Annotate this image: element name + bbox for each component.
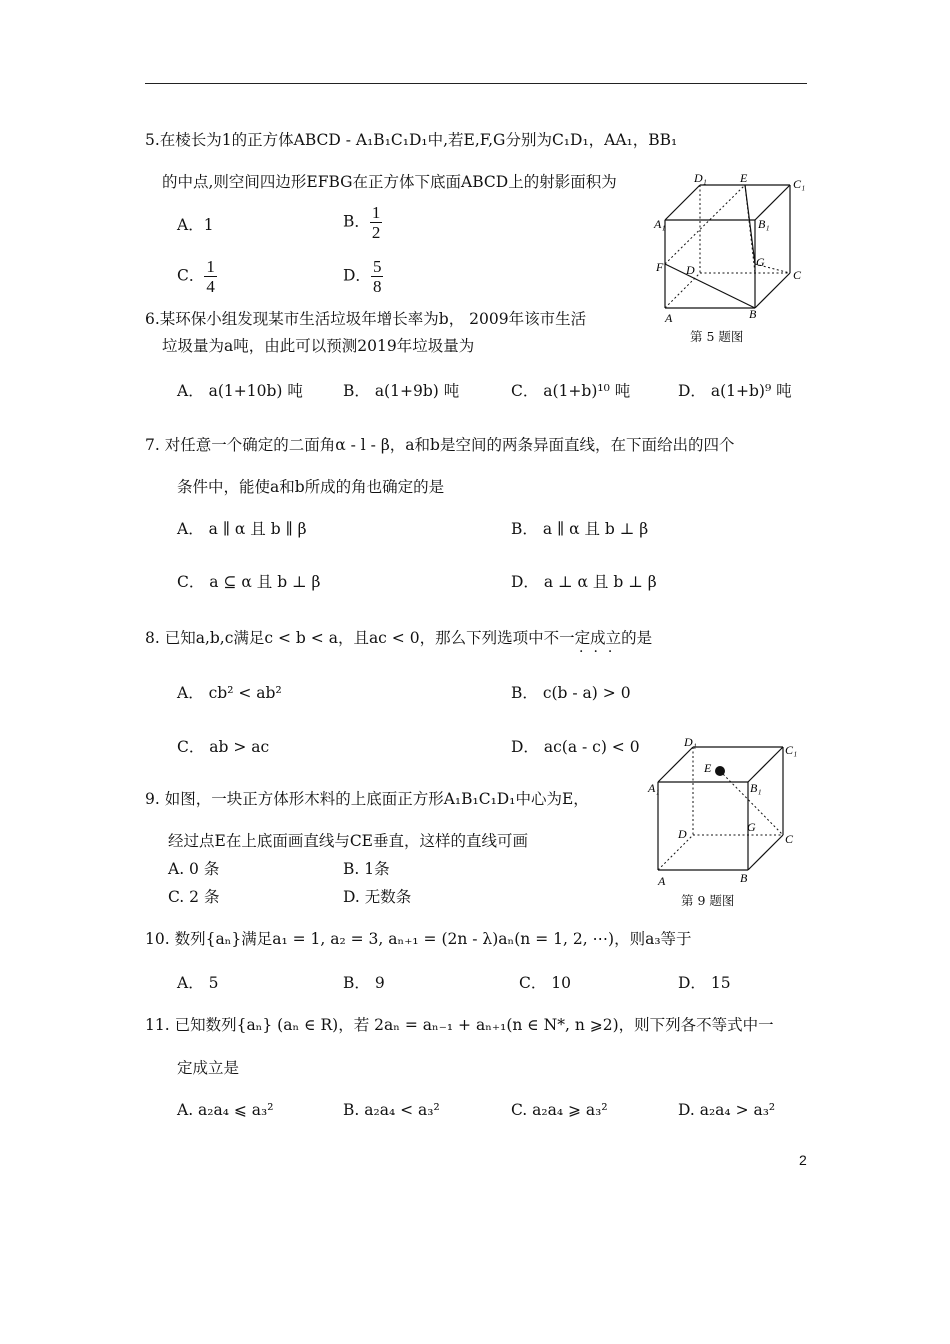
q11-option-c: C. a₂a₄ ⩾ a₃²	[511, 1101, 608, 1119]
q10-option-a: A． 5	[177, 974, 219, 992]
q5-label-e: E	[740, 171, 748, 185]
q8-option-b: B． c(b - a) > 0	[511, 684, 631, 702]
q5-figure-caption: 第 5 题图	[690, 329, 744, 344]
q5-label-f: F	[656, 260, 664, 274]
q8-stem: 8. 已知a,b,c满足c < b < a，且ac < 0，那么下列选项中不一定成立的是	[145, 629, 653, 647]
q9-label-c: C	[785, 832, 794, 846]
q5-option-d: D． $\frac{5}{8}$	[343, 257, 382, 296]
q9-figure-caption: 第 9 题图	[681, 893, 735, 908]
q6-option-b: B． a(1+9b) 吨	[343, 382, 460, 400]
q5-label-c1: C₁	[793, 177, 806, 191]
header-rule	[145, 83, 807, 84]
q5-label-g: G	[756, 255, 765, 269]
q7-option-c: C． a ⊆ α 且 b ⊥ β	[177, 573, 321, 591]
q5-stem-line2: 的中点,则空间四边形EFBG在正方体下底面ABCD上的射影面积为	[162, 173, 617, 191]
q6-stem-line2: 垃圾量为a吨，由此可以预测2019年垃圾量为	[162, 337, 475, 355]
q7-stem-line2: 条件中，能使a和b所成的角也确定的是	[177, 478, 445, 496]
q9-label-b1: B₁	[750, 781, 762, 795]
q6-stem-line1: 6.某环保小组发现某市生活垃圾年增长率为b， 2009年该市生活	[145, 310, 587, 328]
q10-option-c: C． 10	[519, 974, 572, 992]
page-number: 2	[799, 1152, 807, 1168]
q5-option-a: A．1	[177, 216, 214, 234]
q9-point-e	[715, 766, 725, 776]
q6-option-a: A． a(1+10b) 吨	[177, 382, 303, 400]
q10-option-b: B． 9	[343, 974, 385, 992]
q10-option-d: D． 15	[678, 974, 731, 992]
q11-stem-line1: 11. 已知数列{aₙ} (aₙ ∈ R)，若 2aₙ = aₙ₋₁ + aₙ₊₁(n ∈ N*, n ⩾2)，则下列各不等式中一	[145, 1016, 774, 1034]
q11-option-d: D. a₂a₄ > a₃²	[678, 1101, 776, 1119]
q11-stem-line2: 定成立是	[177, 1059, 240, 1077]
q5-label-d1: D₁	[694, 171, 707, 185]
q8-option-d: D． ac(a - c) < 0	[511, 738, 640, 756]
q5-label-a: A	[665, 311, 673, 325]
q9-label-d: D	[678, 827, 687, 841]
q5-label-a1: A₁	[654, 217, 666, 231]
q9-option-a: A. 0 条	[168, 860, 220, 878]
q10-stem: 10. 数列{aₙ}满足a₁ = 1, a₂ = 3, aₙ₊₁ = (2n - λ)aₙ(n = 1, 2, ⋯)，则a₃等于	[145, 930, 692, 948]
q5-label-c: C	[793, 268, 802, 282]
q11-option-b: B. a₂a₄ < a₃²	[343, 1101, 440, 1119]
q5-label-d: D	[686, 263, 695, 277]
q5-label-b1: B₁	[758, 217, 770, 231]
q8-emphasis-dots: ···	[579, 644, 623, 660]
q8-option-a: A． cb² < ab²	[177, 684, 282, 702]
q9-cube-figure	[640, 732, 820, 892]
q6-option-c: C． a(1+b)¹⁰ 吨	[511, 382, 631, 400]
q9-label-e: E	[704, 761, 712, 775]
q7-option-b: B． a ∥ α 且 b ⊥ β	[511, 520, 649, 538]
q7-option-a: A． a ∥ α 且 b ∥ β	[177, 520, 307, 538]
q8-option-c: C． ab > ac	[177, 738, 270, 756]
q9-option-c: C. 2 条	[168, 888, 220, 906]
q9-label-b: B	[740, 871, 748, 885]
q7-stem-line1: 7. 对任意一个确定的二面角α - l - β，a和b是空间的两条异面直线，在下面给出的四个	[145, 436, 735, 454]
q9-label-a1: A₁	[648, 781, 660, 795]
q9-option-d: D. 无数条	[343, 888, 412, 906]
q9-stem-line2: 经过点E在上底面画直线与CE垂直，这样的直线可画	[168, 832, 528, 850]
q9-option-b: B. 1条	[343, 860, 390, 878]
q9-label-c1: C₁	[785, 743, 798, 757]
q5-label-b: B	[749, 307, 757, 321]
q5-option-b: B． $\frac{1}{2}$	[343, 203, 381, 242]
q6-option-d: D． a(1+b)⁹ 吨	[678, 382, 792, 400]
q9-label-g: G	[747, 820, 756, 834]
q9-label-a: A	[658, 874, 666, 888]
q5-cube-figure	[640, 168, 820, 328]
q11-option-a: A. a₂a₄ ⩽ a₃²	[177, 1101, 274, 1119]
q7-option-d: D． a ⊥ α 且 b ⊥ β	[511, 573, 657, 591]
q9-stem-line1: 9. 如图，一块正方体形木料的上底面正方形A₁B₁C₁D₁中心为E，	[145, 790, 589, 808]
q9-label-d1: D₁	[684, 735, 697, 749]
q5-stem-line1: 5.在棱长为1的正方体ABCD - A₁B₁C₁D₁中,若E,F,G分别为C₁D₁，AA₁，BB₁	[145, 131, 678, 149]
q5-option-c: C． $\frac{1}{4}$	[177, 257, 215, 296]
